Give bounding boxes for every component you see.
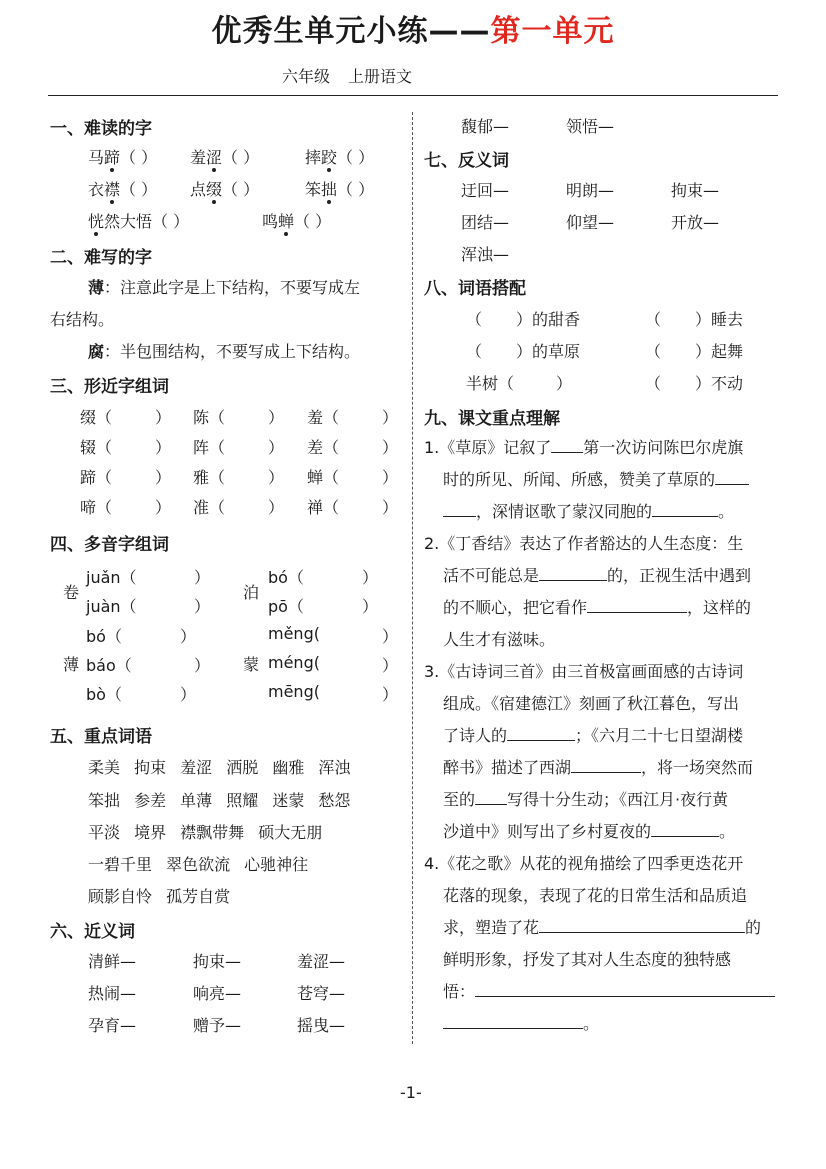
section-heading: 六、近义词 bbox=[50, 922, 135, 942]
vocab-row: 顾影自怜 孤芳自赏 bbox=[88, 887, 231, 906]
antonym-item: 浑浊— bbox=[461, 245, 510, 264]
char-item: 阵（ bbox=[193, 438, 226, 457]
paren-open: （ bbox=[645, 374, 662, 393]
word-item: 点缀（ ） bbox=[190, 180, 260, 199]
answer-blank[interactable] bbox=[551, 436, 583, 453]
char-item: 差（ bbox=[307, 438, 340, 457]
question-line: ，深情讴歌了蒙汉同胞的 。 bbox=[443, 499, 734, 522]
question-line: 求，塑造了花 的 bbox=[443, 918, 762, 937]
answer-blank[interactable] bbox=[651, 820, 719, 837]
vocab-row: 一碧千里 翠色欲流 心驰神往 bbox=[88, 855, 309, 874]
word-item: 马蹄（ ） bbox=[88, 148, 158, 167]
char-item: 禅（ bbox=[307, 498, 340, 517]
synonym-item: 摇曳— bbox=[297, 1016, 346, 1035]
char-item: ） bbox=[268, 498, 285, 517]
section-heading: 二、难写的字 bbox=[50, 248, 152, 268]
question-1: 1.《草原》记叙了 第一次访问陈巴尔虎旗 bbox=[424, 438, 744, 457]
pinyin-item: juàn（ bbox=[86, 597, 137, 616]
answer-blank[interactable] bbox=[715, 468, 749, 485]
pinyin-item: juǎn（ bbox=[86, 568, 137, 587]
synonym-item: 苍穹— bbox=[297, 984, 346, 1003]
question-line: 活不可能总是 的，正视生活中遇到 bbox=[443, 566, 752, 585]
antonym-item: 迂回— bbox=[461, 181, 510, 200]
polyphone-char: 泊 bbox=[243, 583, 260, 602]
antonym-item: 团结— bbox=[461, 213, 510, 232]
question-line: 。 bbox=[443, 1011, 599, 1034]
word-item: 羞涩（ ） bbox=[190, 148, 260, 167]
note-line: 薄：注意此字是上下结构，不要写成左 bbox=[88, 278, 361, 297]
answer-blank[interactable] bbox=[475, 980, 775, 997]
paren-open: （ bbox=[466, 342, 483, 361]
paren-close: ） bbox=[362, 597, 379, 616]
synonym-item: 响亮— bbox=[193, 984, 242, 1003]
question-line: 人生才有滋味。 bbox=[443, 630, 556, 649]
char-item: ） bbox=[268, 438, 285, 457]
grade-label: 六年级 bbox=[282, 67, 331, 86]
collocation-item: ）睡去 bbox=[695, 310, 744, 329]
answer-blank[interactable] bbox=[571, 756, 641, 773]
antonym-item: 拘束— bbox=[671, 181, 720, 200]
question-line: 悟： bbox=[443, 979, 775, 1002]
answer-blank[interactable] bbox=[507, 724, 575, 741]
polyphone-char: 卷 bbox=[63, 583, 80, 602]
answer-blank[interactable] bbox=[652, 500, 718, 517]
question-line: 沙道中》则写出了乡村夏夜的 。 bbox=[443, 822, 736, 841]
collocation-item: ）不动 bbox=[695, 374, 744, 393]
question-2: 2.《丁香结》表达了作者豁达的人生态度：生 bbox=[424, 534, 744, 553]
paren-open: （ bbox=[645, 342, 662, 361]
char-item: ） bbox=[155, 468, 172, 487]
synonym-item: 羞涩— bbox=[297, 952, 346, 971]
paren-close: ） bbox=[362, 568, 379, 587]
subtitle bbox=[282, 64, 412, 87]
page-title bbox=[0, 6, 826, 50]
section-heading: 八、词语搭配 bbox=[424, 279, 526, 299]
pinyin-item: méng( bbox=[268, 653, 320, 672]
char-item: ） bbox=[155, 408, 172, 427]
polyphone-char: 蒙 bbox=[243, 655, 260, 674]
pinyin-item: pō（ bbox=[268, 597, 304, 616]
paren-close: ） bbox=[194, 656, 211, 675]
synonym-item: 热闹— bbox=[88, 984, 137, 1003]
char-item: ） bbox=[155, 438, 172, 457]
polyphone-char: 薄 bbox=[63, 655, 80, 674]
char-item: ） bbox=[268, 468, 285, 487]
title-main: 优秀生单元小练—— bbox=[211, 14, 491, 49]
paren-close: ） bbox=[382, 627, 399, 646]
antonym-item: 明朗— bbox=[566, 181, 615, 200]
collocation-item: 半树（ bbox=[466, 374, 515, 393]
synonym-item: 馥郁— bbox=[461, 117, 510, 136]
paren-open: （ bbox=[466, 310, 483, 329]
answer-blank[interactable] bbox=[587, 596, 687, 613]
word-item: 笨拙（ ） bbox=[305, 180, 375, 199]
answer-blank[interactable] bbox=[539, 564, 607, 581]
header-divider bbox=[48, 95, 778, 96]
section-heading: 三、形近字组词 bbox=[50, 377, 169, 397]
char-item: 准（ bbox=[193, 498, 226, 517]
paren-close: ） bbox=[194, 568, 211, 587]
answer-blank[interactable] bbox=[443, 500, 476, 517]
pinyin-item: mēng( bbox=[268, 682, 320, 701]
vocab-row: 平淡 境界 襟飘带舞 硕大无朋 bbox=[88, 823, 323, 842]
question-line: 组成。《宿建德江》刻画了秋江暮色，写出 bbox=[443, 694, 740, 713]
char-item: ） bbox=[268, 408, 285, 427]
section-heading: 七、反义词 bbox=[424, 151, 509, 171]
question-3: 3.《古诗词三首》由三首极富画面感的古诗词 bbox=[424, 662, 744, 681]
char-item: ） bbox=[382, 498, 399, 517]
paren-close: ） bbox=[556, 374, 573, 393]
char-item: 啼（ bbox=[80, 498, 113, 517]
word-item: 衣襟（ ） bbox=[88, 180, 158, 199]
section-heading: 四、多音字组词 bbox=[50, 535, 169, 555]
pinyin-item: měng( bbox=[268, 624, 320, 643]
column-divider bbox=[412, 112, 413, 1044]
char-item: 陈（ bbox=[193, 408, 226, 427]
answer-blank[interactable] bbox=[539, 916, 745, 933]
char-item: ） bbox=[155, 498, 172, 517]
question-line: 时的所见、所闻、所感，赞美了草原的 bbox=[443, 467, 749, 490]
section-heading: 五、重点词语 bbox=[50, 727, 152, 747]
synonym-item: 拘束— bbox=[193, 952, 242, 971]
answer-blank[interactable] bbox=[443, 1012, 583, 1029]
char-item: ） bbox=[382, 438, 399, 457]
collocation-item: ）的草原 bbox=[516, 342, 581, 361]
synonym-item: 领悟— bbox=[566, 117, 615, 136]
paren-close: ） bbox=[180, 627, 197, 646]
question-line: 醉书》描述了西湖 ，将一场突然而 bbox=[443, 758, 754, 777]
char-item: 蝉（ bbox=[307, 468, 340, 487]
char-item: ） bbox=[382, 468, 399, 487]
pinyin-item: bó（ bbox=[268, 568, 304, 587]
page-number: -1- bbox=[400, 1083, 422, 1102]
answer-blank[interactable] bbox=[475, 788, 507, 805]
word-item: 鸣蝉（ ） bbox=[262, 212, 332, 231]
note-line: 腐：半包围结构，不要写成上下结构。 bbox=[88, 342, 361, 361]
question-line: 的不顺心，把它看作 ，这样的 bbox=[443, 598, 752, 617]
antonym-item: 开放— bbox=[671, 213, 720, 232]
char-item: ） bbox=[382, 408, 399, 427]
note-line: 右结构。 bbox=[50, 310, 115, 329]
char-item: 羞（ bbox=[307, 408, 340, 427]
question-line: 花落的现象，表现了花的日常生活和品质追 bbox=[443, 886, 748, 905]
section-heading: 九、课文重点理解 bbox=[424, 409, 560, 429]
char-item: 辍（ bbox=[80, 438, 113, 457]
char-item: 缀（ bbox=[80, 408, 113, 427]
word-item: 摔跤（ ） bbox=[305, 148, 375, 167]
char-item: 蹄（ bbox=[80, 468, 113, 487]
synonym-item: 孕育— bbox=[88, 1016, 137, 1035]
synonym-item: 赠予— bbox=[193, 1016, 242, 1035]
char-item: 雅（ bbox=[193, 468, 226, 487]
question-line: 鲜明形象，抒发了其对人生态度的独特感 bbox=[443, 950, 732, 969]
pinyin-item: báo（ bbox=[86, 656, 132, 675]
subject-label: 上册语文 bbox=[348, 67, 413, 86]
section-heading: 一、难读的字 bbox=[50, 119, 152, 139]
paren-close: ） bbox=[194, 597, 211, 616]
pinyin-item: bò（ bbox=[86, 685, 122, 704]
vocab-row: 笨拙 参差 单薄 照耀 迷蒙 愁怨 bbox=[88, 791, 351, 810]
paren-close: ） bbox=[382, 656, 399, 675]
antonym-item: 仰望— bbox=[566, 213, 615, 232]
collocation-item: ）起舞 bbox=[695, 342, 744, 361]
question-line: 至的 写得十分生动；《西江月·夜行黄 bbox=[443, 790, 729, 809]
paren-close: ） bbox=[382, 685, 399, 704]
paren-close: ） bbox=[180, 685, 197, 704]
collocation-item: ）的甜香 bbox=[516, 310, 581, 329]
title-unit: 第一单元 bbox=[490, 14, 615, 49]
pinyin-item: bó（ bbox=[86, 627, 122, 646]
synonym-item: 清鲜— bbox=[88, 952, 137, 971]
paren-open: （ bbox=[645, 310, 662, 329]
question-4: 4.《花之歌》从花的视角描绘了四季更迭花开 bbox=[424, 854, 744, 873]
question-line: 了诗人的 ；《六月二十七日望湖楼 bbox=[443, 726, 744, 745]
word-item: 恍然大悟（ ） bbox=[88, 212, 190, 231]
vocab-row: 柔美 拘束 羞涩 洒脱 幽雅 浑浊 bbox=[88, 758, 351, 777]
